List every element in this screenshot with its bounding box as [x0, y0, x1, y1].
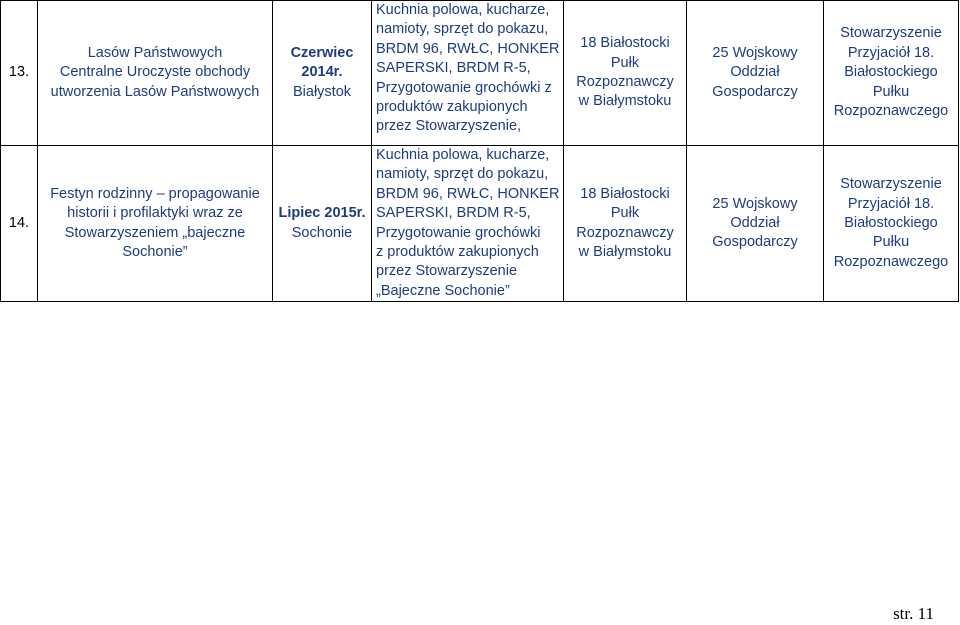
events-table — [0, 0, 959, 302]
unit-line: Pułk — [610, 54, 640, 71]
equipment-line: BRDM 96, RWŁC, HONKER — [376, 185, 560, 202]
organizer-line: Białostockiego — [844, 64, 938, 81]
organizer-cell — [824, 146, 959, 302]
unit-line: 18 Białostocki — [580, 35, 670, 52]
unit-line: 18 Białostocki — [580, 185, 670, 202]
unit-cell — [564, 146, 687, 302]
equipment-line: Przygotowanie grochówki z — [376, 79, 552, 96]
organizer-line: Stowarzyszenie — [840, 176, 942, 193]
unit-line: Pułk — [610, 205, 640, 222]
date-place-cell — [273, 146, 372, 302]
organizer-line: Pułku — [872, 83, 910, 100]
event-name-line: Centralne Uroczyste obchody — [59, 64, 251, 81]
support-line: Gospodarczy — [712, 83, 798, 100]
organizer-line: Rozpoznawczego — [833, 253, 949, 270]
support-line: Oddział — [730, 214, 780, 231]
event-name-line: utworzenia Lasów Państwowych — [50, 83, 260, 100]
event-name-line: Stowarzyszeniem „bajeczne — [64, 224, 246, 241]
equipment-line: „Bajeczne Sochonie” — [376, 282, 510, 299]
equipment-line: Kuchnia polowa, kucharze, — [376, 147, 550, 163]
equipment-line: namioty, sprzęt do pokazu, — [376, 166, 549, 183]
unit-line: w Białymstoku — [578, 244, 672, 261]
equipment-line: SAPERSKI, BRDM R-5, — [376, 205, 531, 222]
event-name-line: Lasów Państwowych — [87, 44, 223, 61]
equipment-line: BRDM 96, RWŁC, HONKER — [376, 40, 560, 57]
support-line: Oddział — [730, 64, 780, 81]
support-line: 25 Wojskowy — [712, 195, 798, 212]
event-name-cell — [38, 1, 273, 146]
event-place: Białystok — [292, 83, 352, 100]
unit-line: w Białymstoku — [578, 93, 672, 110]
event-date: 2014r. — [301, 64, 343, 81]
organizer-line: Białostockiego — [844, 214, 938, 231]
equipment-line: SAPERSKI, BRDM R-5, — [376, 60, 531, 77]
organizer-line: Przyjaciół 18. — [847, 195, 935, 212]
equipment-line: Przygotowanie grochówki — [376, 224, 541, 241]
equipment-line: produktów zakupionych — [376, 99, 528, 116]
organizer-cell — [824, 1, 959, 146]
organizer-line: Przyjaciół 18. — [847, 44, 935, 61]
support-cell — [687, 1, 824, 146]
unit-line: Rozpoznawczy — [576, 224, 674, 241]
support-line: 25 Wojskowy — [712, 44, 798, 61]
event-date: Lipiec 2015r. — [278, 205, 366, 222]
row-number: 13. — [1, 1, 38, 146]
organizer-line: Rozpoznawczego — [833, 103, 949, 120]
unit-cell — [564, 1, 687, 146]
event-name-cell — [38, 146, 273, 302]
equipment-line: namioty, sprzęt do pokazu, — [376, 21, 549, 38]
organizer-line: Stowarzyszenie — [840, 25, 942, 42]
event-name-line: Festyn rodzinny – propagowanie — [50, 185, 260, 202]
page-number: str. 11 — [893, 604, 934, 623]
equipment-line: przez Stowarzyszenie — [376, 263, 518, 280]
event-place: Sochonie — [291, 224, 353, 241]
row-number: 14. — [1, 146, 38, 302]
equipment-cell — [372, 146, 564, 302]
event-date: Czerwiec — [290, 44, 354, 61]
equipment-cell — [372, 1, 564, 146]
support-line: Gospodarczy — [712, 234, 798, 251]
event-name-line: Sochonie” — [122, 244, 188, 261]
date-place-cell — [273, 1, 372, 146]
support-cell — [687, 146, 824, 302]
equipment-line: przez Stowarzyszenie, — [376, 118, 522, 135]
unit-line: Rozpoznawczy — [576, 74, 674, 90]
event-name-line: historii i profilaktyki wraz ze — [67, 205, 243, 222]
organizer-line: Pułku — [872, 234, 910, 251]
table-row — [1, 146, 959, 302]
table-row — [1, 1, 959, 146]
equipment-line: z produktów zakupionych — [376, 244, 539, 261]
equipment-line: Kuchnia polowa, kucharze, — [376, 2, 550, 18]
